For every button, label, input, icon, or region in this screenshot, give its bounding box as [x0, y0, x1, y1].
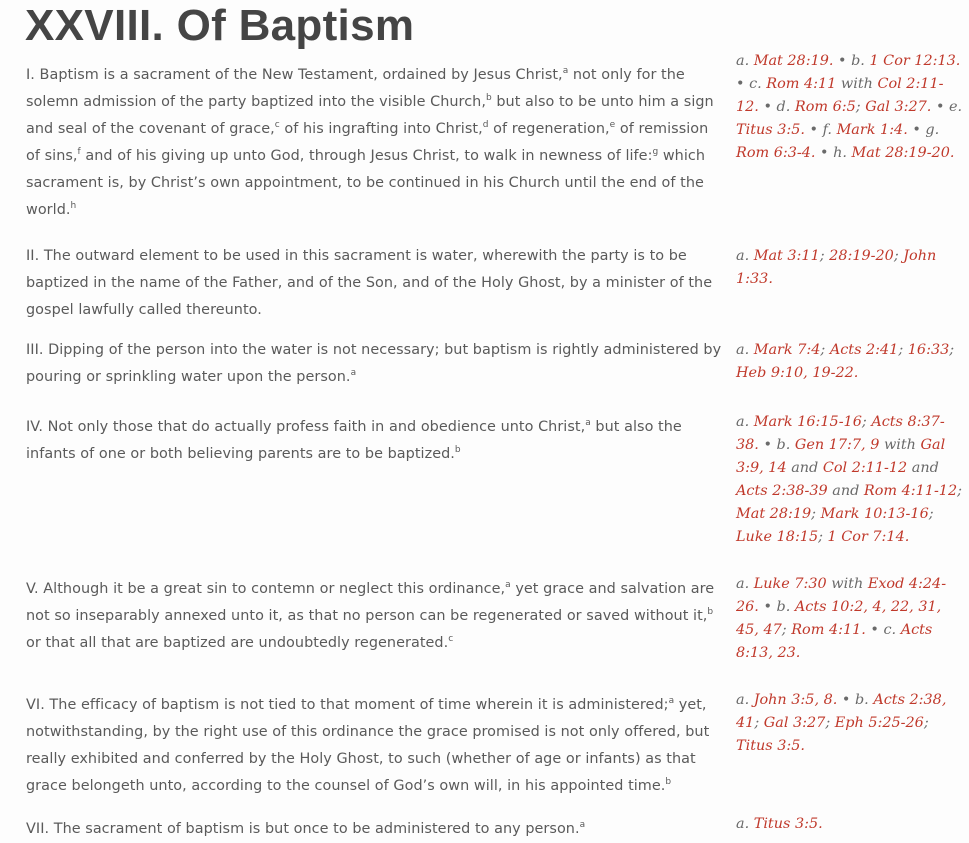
scripture-reference-link[interactable]: Mark 1:4. — [836, 122, 908, 138]
scripture-reference-link[interactable]: Mat 28:19-20. — [851, 145, 955, 161]
body-text: yet, notwithstanding, by the right use of this ordinance the grace promised is not only offered, but really exhibited and conferred by the Holy Ghost, to such (whether of age or infants) as that grace belongeth unto, according to the counsel of God’s own will, in his appointed time. — [26, 697, 710, 794]
footnote-text: a. — [736, 248, 754, 264]
section-body — [26, 62, 726, 224]
footnote-text: • g. — [907, 122, 940, 138]
body-text: which sacrament is, by Christ’s own appointment, to be continued in his Church until the end of the world. — [26, 148, 706, 218]
footnote-text: • e. — [931, 99, 963, 115]
body-text: and of his giving up unto God, through Jesus Christ, to walk in newness of life: — [80, 148, 653, 164]
scripture-reference-link[interactable]: Rom 4:11. — [791, 622, 866, 638]
scripture-reference-link[interactable]: Titus 3:5. — [753, 816, 823, 832]
body-text: or that all that are baptized are undoubtedly regenerated. — [26, 635, 449, 651]
scripture-reference-link[interactable]: Mark 7:4 — [753, 342, 821, 358]
footnote-text: a. — [736, 816, 754, 832]
footnote-marker[interactable]: a — [668, 696, 675, 706]
scripture-reference-link[interactable]: Acts 8:13, 23. — [736, 622, 933, 661]
scripture-reference-link[interactable]: Luke 18:15 — [736, 529, 819, 545]
scripture-reference-link[interactable]: Gal 3:27 — [763, 715, 826, 731]
scripture-reference-link[interactable]: Titus 3:5. — [736, 122, 805, 138]
section-footnotes — [736, 411, 966, 549]
body-text: III. Dipping of the person into the water is not necessary; but baptism is rightly administered by pouring or sprinkling water upon the person. — [26, 342, 722, 385]
footnote-text: and — [786, 460, 823, 476]
scripture-reference-link[interactable]: Gal 3:9, 14 — [736, 437, 946, 476]
scripture-reference-link[interactable]: 16:33 — [907, 342, 950, 358]
scripture-reference-link[interactable]: Acts 10:2, 4, 22, 31, 45, 47 — [736, 599, 942, 638]
footnote-marker[interactable]: d — [482, 120, 489, 130]
footnote-marker[interactable]: h — [70, 201, 77, 211]
footnote-text: and — [827, 483, 864, 499]
scripture-reference-link[interactable]: Rom 4:11 — [766, 76, 837, 92]
footnote-text: ; — [893, 248, 904, 264]
footnote-text: ; — [898, 342, 908, 358]
footnote-text: ; — [949, 342, 955, 358]
footnote-text: a. — [736, 576, 754, 592]
footnote-marker[interactable]: a — [585, 418, 591, 428]
footnote-text: with — [836, 76, 878, 92]
footnote-marker[interactable]: b — [485, 93, 492, 103]
footnote-text: a. — [736, 692, 754, 708]
section-footnotes — [736, 339, 966, 385]
footnote-text: • b. — [833, 53, 870, 69]
footnote-text: ; — [754, 715, 764, 731]
footnote-text: ; — [923, 715, 929, 731]
scripture-reference-link[interactable]: Gal 3:27. — [865, 99, 932, 115]
footnote-text: a. — [736, 342, 754, 358]
body-text: of regeneration, — [488, 121, 610, 137]
scripture-reference-link[interactable]: 1 Cor 7:14. — [827, 529, 910, 545]
scripture-reference-link[interactable]: Rom 6:5 — [794, 99, 856, 115]
section-body — [26, 816, 726, 843]
footnote-text: ; — [825, 715, 835, 731]
body-text: VI. The efficacy of baptism is not tied to that moment of time wherein it is administered; — [26, 697, 669, 713]
footnote-text: • d. — [758, 99, 795, 115]
footnote-text: and — [907, 460, 939, 476]
footnote-marker[interactable]: c — [448, 634, 454, 644]
section-body — [26, 414, 726, 468]
scripture-reference-link[interactable]: Mark 16:15-16 — [753, 414, 862, 430]
footnote-text: ; — [811, 506, 821, 522]
scripture-reference-link[interactable]: John 3:5, 8. — [753, 692, 838, 708]
scripture-reference-link[interactable]: Mark 10:13-16 — [820, 506, 929, 522]
footnote-text: with — [879, 437, 921, 453]
scripture-reference-link[interactable]: Mat 28:19 — [736, 506, 812, 522]
footnote-text: ; — [855, 99, 866, 115]
body-text: not only for the solemn admission of the party baptized into the visible Church, — [26, 67, 685, 110]
footnote-text: • b. — [758, 599, 795, 615]
scripture-reference-link[interactable]: Acts 2:38, 41 — [736, 692, 947, 731]
scripture-reference-link[interactable]: Col 2:11-12. — [736, 76, 944, 115]
scripture-reference-link[interactable]: Luke 7:30 — [753, 576, 827, 592]
footnote-text: a. — [736, 53, 754, 69]
footnote-text: ; — [928, 506, 934, 522]
section-body — [26, 243, 726, 324]
body-text: yet grace and salvation are not so inseparably annexed unto it, as that no person can be regenerated or saved without it, — [26, 581, 715, 624]
footnote-marker[interactable]: a — [562, 66, 569, 76]
footnote-marker[interactable]: f — [77, 147, 81, 157]
footnote-marker[interactable]: e — [609, 120, 616, 130]
scripture-reference-link[interactable]: 1 Cor 12:13. — [869, 53, 961, 69]
footnote-marker[interactable]: a — [350, 368, 357, 378]
footnote-text: ; — [819, 248, 830, 264]
section-body — [26, 576, 726, 657]
footnote-text: ; — [957, 483, 962, 499]
section-footnotes — [736, 573, 966, 665]
footnote-text: • c. — [736, 76, 767, 92]
scripture-reference-link[interactable]: Rom 4:11-12 — [863, 483, 958, 499]
scripture-reference-link[interactable]: Acts 2:41 — [829, 342, 899, 358]
footnote-text: ; — [818, 529, 828, 545]
footnote-text: ; — [781, 622, 792, 638]
scripture-reference-link[interactable]: Mat 28:19. — [753, 53, 834, 69]
body-text: but also the infants of one or both believing parents are to be baptized. — [26, 419, 682, 462]
footnote-marker[interactable]: c — [274, 120, 280, 130]
footnote-text: • h. — [815, 145, 852, 161]
scripture-reference-link[interactable]: Heb 9:10, 19-22. — [736, 365, 859, 381]
footnote-marker[interactable]: a — [579, 820, 586, 830]
footnote-marker[interactable]: b — [707, 607, 714, 617]
section-footnotes — [736, 50, 966, 165]
scripture-reference-link[interactable]: Mat 3:11 — [753, 248, 820, 264]
footnote-text: • f. — [804, 122, 837, 138]
section-footnotes — [736, 689, 966, 758]
footnote-text: • c. — [865, 622, 901, 638]
body-text: of remission of sins, — [26, 121, 709, 164]
chapter-title: XXVIII. Of Baptism — [25, 1, 415, 50]
body-text: IV. Not only those that do actually profess faith in and obedience unto Christ, — [26, 419, 586, 435]
body-text: but also to be unto him a sign and seal of the covenant of grace, — [26, 94, 714, 137]
scripture-reference-link[interactable]: Acts 2:38-39 — [736, 483, 828, 499]
scripture-reference-link[interactable]: Rom 6:3-4. — [736, 145, 816, 161]
body-text: I. Baptism is a sacrament of the New Testament, ordained by Jesus Christ, — [26, 67, 563, 83]
scripture-reference-link[interactable]: Col 2:11-12 — [822, 460, 908, 476]
section-footnotes — [736, 813, 966, 836]
footnote-marker[interactable]: b — [665, 777, 672, 787]
footnote-text: with — [826, 576, 868, 592]
scripture-reference-link[interactable]: 28:19-20 — [829, 248, 894, 264]
footnote-text: ; — [861, 414, 872, 430]
scripture-reference-link[interactable]: John 1:33. — [736, 248, 937, 287]
footnote-marker[interactable]: b — [454, 445, 461, 455]
scripture-reference-link[interactable]: Acts 8:37-38. — [736, 414, 945, 453]
footnote-text: a. — [736, 414, 754, 430]
section-body — [26, 337, 726, 391]
section-footnotes — [736, 245, 966, 291]
body-text: V. Although it be a great sin to contemn or neglect this ordinance, — [26, 581, 506, 597]
footnote-text: ; — [820, 342, 830, 358]
footnote-text: • b. — [837, 692, 874, 708]
scripture-reference-link[interactable]: Eph 5:25-26 — [834, 715, 924, 731]
body-text: VII. The sacrament of baptism is but once to be administered to any person. — [26, 821, 580, 837]
scripture-reference-link[interactable]: Exod 4:24-26. — [736, 576, 947, 615]
scripture-reference-link[interactable]: Titus 3:5. — [736, 738, 805, 754]
footnote-text: • b. — [758, 437, 795, 453]
section-body — [26, 692, 726, 800]
scripture-reference-link[interactable]: Gen 17:7, 9 — [794, 437, 880, 453]
footnote-marker[interactable]: a — [505, 580, 511, 590]
footnote-marker[interactable]: g — [652, 147, 659, 157]
body-text: II. The outward element to be used in this sacrament is water, wherewith the party is to be baptized in the name of the Father, and of the Son, and of the Holy Ghost, by a minister of the gospel lawfully called thereunto. — [26, 248, 713, 318]
body-text: of his ingrafting into Christ, — [279, 121, 483, 137]
